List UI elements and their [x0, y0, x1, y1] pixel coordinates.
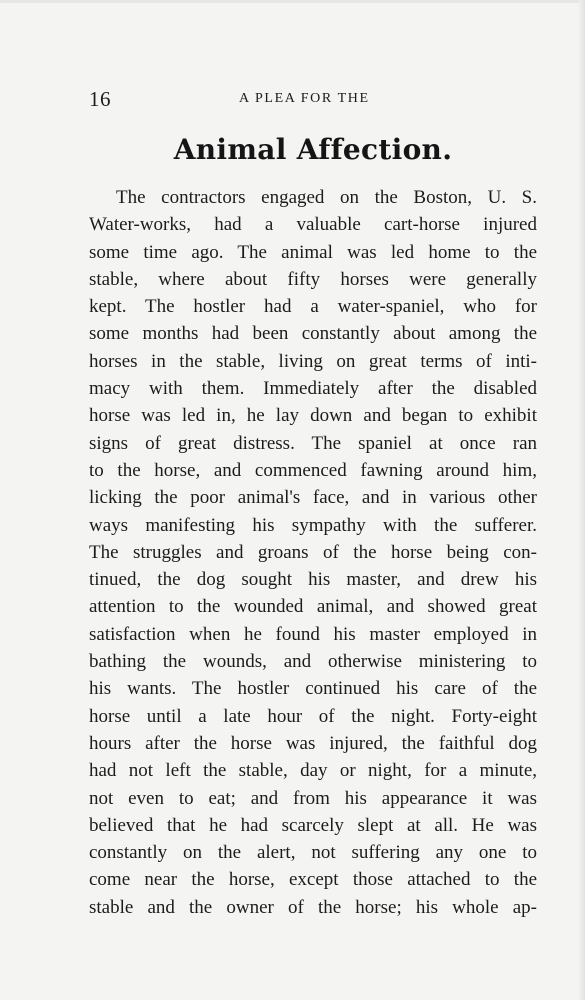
text-line: attention to the wounded animal, and showed great	[89, 596, 537, 618]
text-line: his wants. The hostler continued his care of the	[89, 678, 537, 700]
text-line: horse until a late hour of the night. Forty-eight	[89, 705, 537, 727]
text-line: ways manifesting his sympathy with the sufferer.	[89, 514, 537, 536]
text-line: tinued, the dog sought his master, and drew his	[89, 569, 537, 591]
text-line: macy with them. Immediately after the disabled	[89, 378, 537, 400]
text-line: licking the poor animal's face, and in various other	[89, 487, 537, 509]
running-head	[89, 84, 537, 114]
text-line: stable, where about fifty horses were generally	[89, 268, 537, 290]
text-line: hours after the horse was injured, the faithful dog	[89, 732, 537, 754]
page-number: 16	[89, 87, 111, 111]
body-paragraph	[89, 184, 537, 921]
text-line: The contractors engaged on the Boston, U. S.	[116, 187, 537, 208]
text-line: not even to eat; and from his appearance it was	[89, 787, 537, 809]
text-line: Water-works, had a valuable cart-horse injured	[89, 214, 537, 236]
text-line: some time ago. The animal was led home to the	[89, 241, 537, 263]
page-edge	[579, 0, 585, 1000]
section-heading: Animal Affection.	[173, 133, 453, 166]
text-line: some months had been constantly about among the	[89, 323, 537, 345]
text-line: to the horse, and commenced fawning around him,	[89, 459, 537, 481]
text-line: kept. The hostler had a water-spaniel, who for	[89, 296, 537, 318]
text-line: signs of great distress. The spaniel at once ran	[89, 432, 537, 454]
running-title: A PLEA FOR THE	[239, 91, 370, 106]
text-line: horses in the stable, living on great terms of inti-	[89, 350, 537, 372]
text-line: believed that he had scarcely slept at all. He was	[89, 814, 537, 836]
page-edge	[0, 0, 585, 3]
text-line: The struggles and groans of the horse being con-	[89, 541, 537, 563]
text-line: constantly on the alert, not suffering any one to	[89, 842, 537, 864]
text-line: bathing the wounds, and otherwise ministering to	[89, 651, 537, 673]
text-line: had not left the stable, day or night, for a minute,	[89, 760, 537, 782]
text-line: satisfaction when he found his master employed in	[89, 623, 537, 645]
text-line: come near the horse, except those attached to the	[89, 869, 537, 891]
text-line: horse was led in, he lay down and began to exhibit	[89, 405, 537, 427]
text-line: stable and the owner of the horse; his whole ap-	[89, 896, 537, 918]
